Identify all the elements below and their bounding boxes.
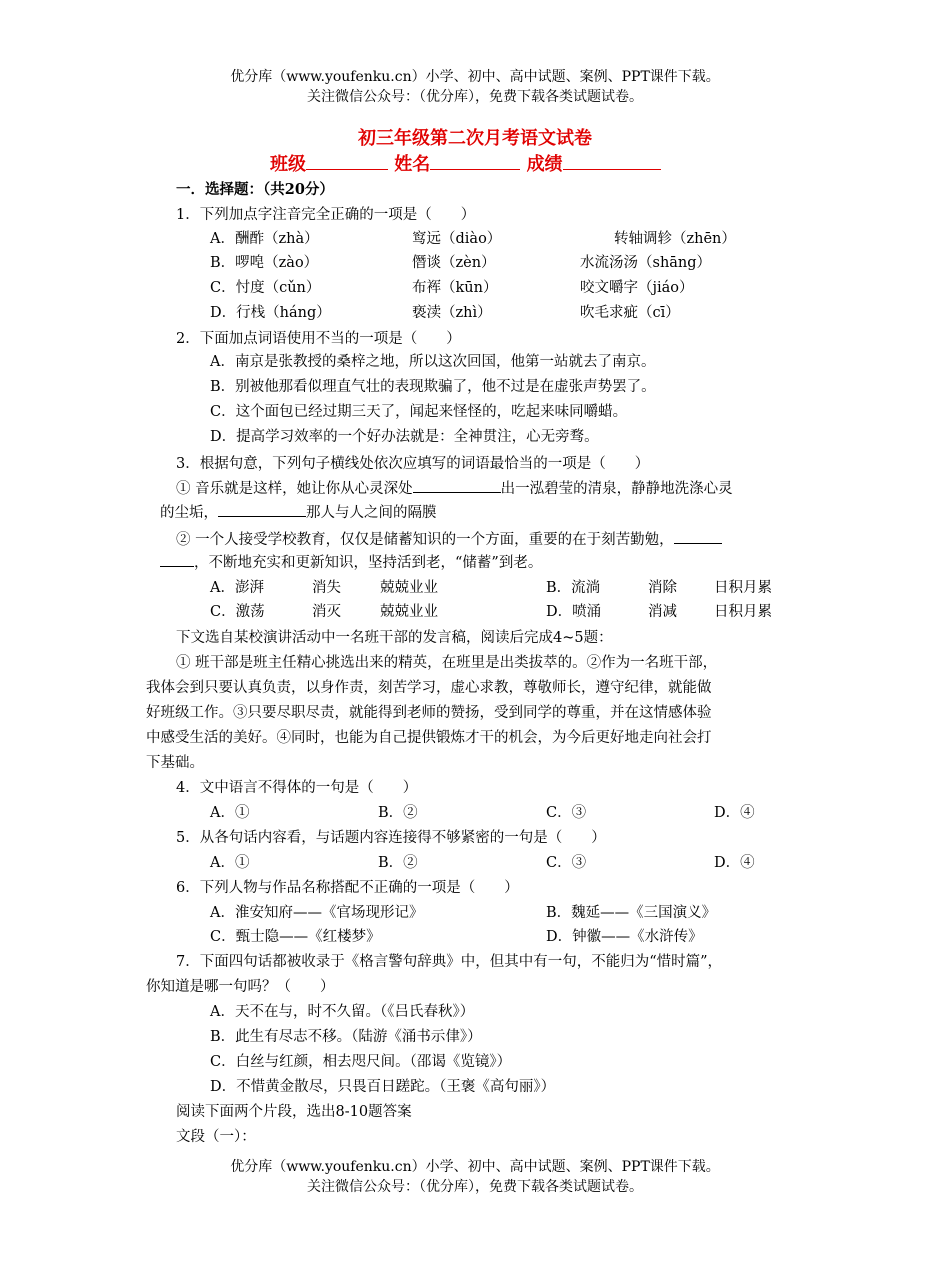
q1-option-d3: 吹毛求疵（cī） (580, 305, 680, 321)
name-label: 姓名 (394, 154, 431, 175)
reading-intro: 阅读下面两个片段，选出8-10题答案 (176, 1104, 412, 1120)
q1-option-a3: 转轴调轸（zhēn） (614, 231, 736, 247)
q3-option-a2: 消失 (312, 580, 341, 596)
q2-stem: 2．下面加点词语使用不当的一项是（ ） (176, 331, 461, 347)
q3-option-a1: A．澎湃 (210, 580, 264, 596)
q6-option-b: B．魏延——《三国演义》 (546, 905, 717, 921)
q3-s1-part-d: 那人与人之间的隔膜 (306, 505, 437, 521)
q3-option-b3: 日积月累 (714, 580, 772, 596)
q1-option-b3: 水流汤汤（shāng） (580, 255, 712, 271)
q7-option-b: B．此生有尽志不移。（陆游《涌书示侓》） (210, 1029, 482, 1045)
footer-line-1: 优分库（www.youfenku.cn）小学、初中、高中试题、案例、PPT课件下载。 (230, 1159, 720, 1175)
q1-option-c3: 咬文嚼字（jiáo） (580, 280, 694, 296)
q5-option-a: A．① (210, 855, 250, 871)
q7-option-c: C．白丝与红颜，相去咫尺间。（邵谒《览镜》） (210, 1054, 512, 1070)
score-label: 成绩 (526, 154, 563, 175)
q3-option-d3: 日积月累 (714, 604, 772, 620)
exam-title: 初三年级第二次月考语文试卷 (358, 128, 592, 149)
q5-option-c: C．③ (546, 855, 587, 871)
q1-stem: 1．下列加点字注音完全正确的一项是（ ） (176, 207, 476, 223)
q6-option-a: A．淮安知府——《官场现形记》 (210, 905, 424, 921)
passage-line-2: 我体会到只要认真负责，以身作责，刻苦学习，虚心求教，尊敬师长，遵守纪律，就能做 (146, 680, 712, 696)
q7-stem-line-1: 7．下面四句话都被收录于《格言警句辞典》中，但其中有一句，不能归为“惜时篇”， (176, 954, 723, 970)
q3-sentence-2-cont (160, 551, 542, 572)
q3-blank-1 (413, 478, 501, 493)
q3-option-c1: C．激荡 (210, 604, 265, 620)
q3-stem: 3．根据句意，下列句子横线处依次应填写的词语最恰当的一项是（ ） (176, 456, 650, 472)
q3-sentence-1 (176, 477, 733, 498)
q1-option-b2: 僭谈（zèn） (412, 255, 496, 271)
q1-option-d1: D．行栈（háng） (210, 305, 331, 321)
q3-option-c2: 消灭 (312, 604, 341, 620)
q6-option-c: C．甄士隐——《红楼梦》 (210, 929, 381, 945)
student-info-row (270, 150, 661, 176)
q6-stem: 6．下列人物与作品名称搭配不正确的一项是（ ） (176, 880, 519, 896)
q3-option-b2: 消除 (648, 580, 677, 596)
q3-s2-part-b: ，不断地充实和更新知识，坚持活到老，“储蓄”到老。 (194, 555, 543, 571)
q3-blank-2 (218, 502, 306, 517)
header-line-2: 关注微信公众号：（优分库），免费下载各类试题试卷。 (307, 89, 643, 105)
q1-option-b1: B．啰唣（zào） (210, 255, 319, 271)
passage-line-5: 下基础。 (146, 755, 204, 771)
q3-sentence-1-cont (160, 501, 437, 522)
q3-s1-part-b: 出一泓碧莹的清泉，静静地洗涤心灵 (500, 481, 733, 497)
q3-s2-part-a: ② 一个人接受学校教育，仅仅是储蓄知识的一个方面，重要的在于刻苦勤勉， (176, 532, 674, 548)
class-blank (306, 151, 388, 170)
reading-segment-1: 文段（一）： (176, 1129, 256, 1145)
q4-option-d: D．④ (714, 805, 755, 821)
q3-option-d1: D．喷涌 (546, 604, 602, 620)
q7-option-d: D．不惜黄金散尽，只畏百日蹉跎。（王褒《高句丽》） (210, 1079, 556, 1095)
q3-option-b1: B．流淌 (546, 580, 601, 596)
name-blank (430, 151, 520, 170)
q3-sentence-2 (176, 528, 722, 549)
q5-stem: 5．从各句话内容看，与话题内容连接得不够紧密的一句是（ ） (176, 830, 606, 846)
class-label: 班级 (270, 154, 306, 175)
q1-option-c2: 布裈（kūn） (412, 280, 498, 296)
q3-blank-3a (674, 529, 722, 544)
passage-line-4: 中感受生活的美好。④同时，也能为自己提供锻炼才干的机会，为今后更好地走向社会打 (146, 730, 712, 746)
q6-option-d: D．钟徽——《水浒传》 (546, 929, 703, 945)
footer-line-2: 关注微信公众号：（优分库），免费下载各类试题试卷。 (307, 1179, 643, 1195)
q1-option-a2: 窎远（diào） (412, 231, 502, 247)
score-blank (563, 151, 661, 170)
q4-stem: 4．文中语言不得体的一句是（ ） (176, 780, 418, 796)
q5-option-b: B．② (378, 855, 418, 871)
q3-option-c3: 兢兢业业 (380, 604, 438, 620)
q3-blank-3b (160, 552, 194, 567)
q2-option-b: B．别被他那看似理直气壮的表现欺骗了，他不过是在虚张声势罢了。 (210, 379, 656, 395)
q1-option-c1: C．忖度（cǔn） (210, 280, 321, 296)
q7-option-a: A．天不在与，时不久留。（《吕氏春秋》） (210, 1004, 475, 1020)
q2-option-a: A．南京是张教授的桑梓之地，所以这次回国，他第一站就去了南京。 (210, 354, 656, 370)
passage-line-3: 好班级工作。③只要尽职尽责，就能得到老师的赞扬，受到同学的尊重，并在这情感体验 (146, 705, 712, 721)
q2-option-c: C．这个面包已经过期三天了，闻起来怪怪的，吃起来味同嚼蜡。 (210, 404, 628, 420)
q4-option-c: C．③ (546, 805, 587, 821)
passage-intro: 下文选自某校演讲活动中一名班干部的发言稿，阅读后完成4~5题： (176, 630, 613, 646)
section-heading: 一．选择题：（共20分） (176, 181, 334, 198)
q5-option-d: D．④ (714, 855, 755, 871)
q3-option-d2: 消减 (648, 604, 677, 620)
q3-s1-part-c: 的尘垢， (160, 505, 218, 521)
q1-option-d2: 亵渎（zhì） (412, 305, 492, 321)
header-line-1: 优分库（www.youfenku.cn）小学、初中、高中试题、案例、PPT课件下载。 (230, 69, 720, 85)
q4-option-b: B．② (378, 805, 418, 821)
passage-line-1: ① 班干部是班主任精心挑选出来的精英，在班里是出类拔萃的。②作为一名班干部， (176, 655, 718, 671)
q3-s1-part-a: ① 音乐就是这样，她让你从心灵深处 (176, 481, 413, 497)
q1-option-a1: A．酬酢（zhà） (210, 231, 319, 247)
q4-option-a: A．① (210, 805, 250, 821)
q7-stem-line-2: 你知道是哪一句吗？（ ） (146, 979, 335, 995)
q3-option-a3: 兢兢业业 (380, 580, 438, 596)
q2-option-d: D．提高学习效率的一个好办法就是：全神贯注，心无旁骛。 (210, 429, 599, 445)
